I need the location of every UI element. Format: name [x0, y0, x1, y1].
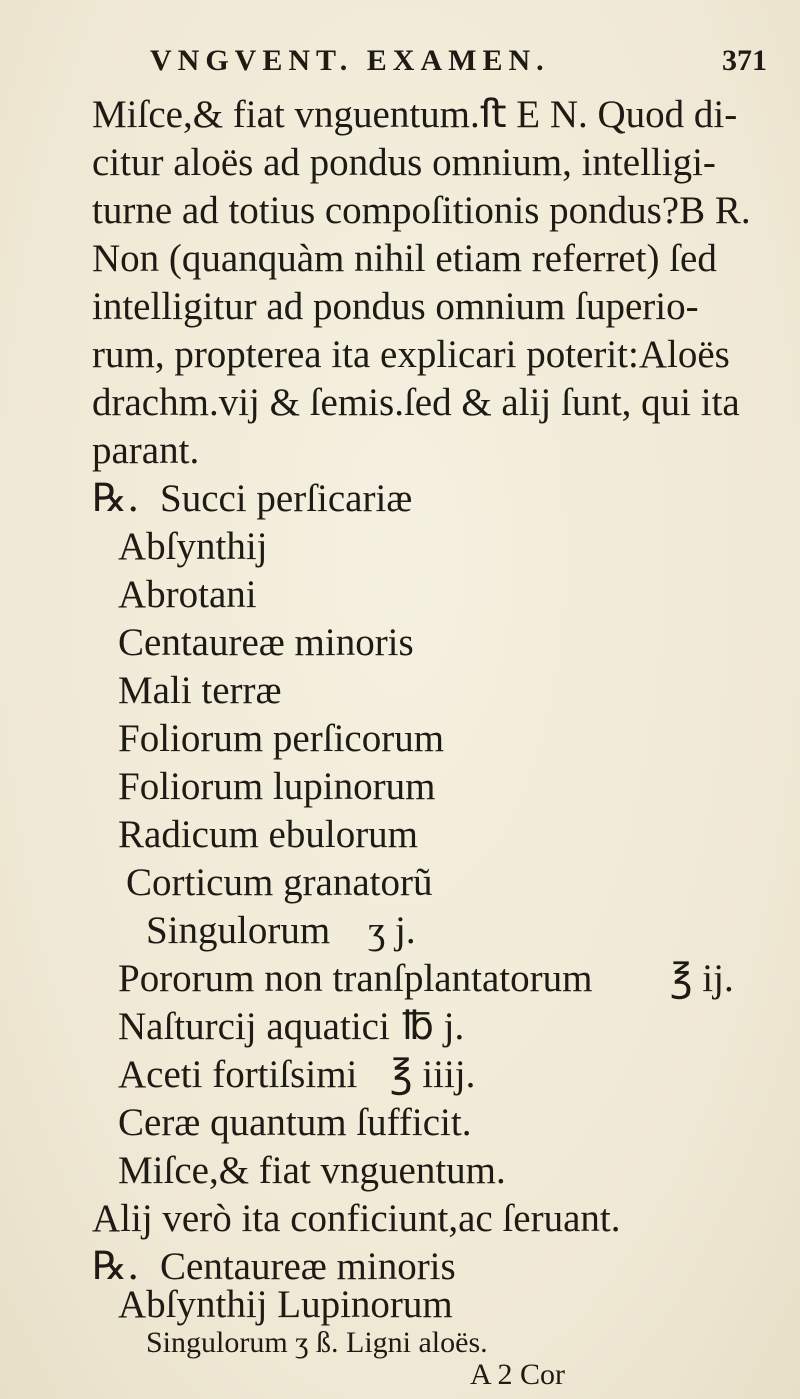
ingredient: Aceti fortiſsimi	[118, 1053, 358, 1096]
prose-line: Non (quanquàm nihil etiam referret) ſed	[92, 237, 717, 280]
ingredient: Abrotani	[118, 573, 257, 616]
prose-line: parant.	[92, 429, 200, 472]
dose-amount: ʒ j.	[368, 909, 416, 952]
ingredient: Foliorum lupinorum	[118, 765, 436, 808]
ingredient: Centaureæ minoris	[160, 1245, 456, 1288]
dose-amount: ℔ j.	[402, 1005, 465, 1048]
prose-line: Miſce,& fiat vnguentum.ﬅ E N. Quod di-	[92, 93, 738, 136]
ingredient: Abſynthij Lupinorum	[118, 1283, 453, 1326]
footer-signature: A 2 Cor	[470, 1358, 566, 1391]
ingredient: Ceræ quantum ſufficit.	[118, 1101, 472, 1144]
page-header	[0, 44, 800, 84]
ingredient: Naſturcij aquatici	[118, 1005, 390, 1048]
ingredient: Succi perſicariæ	[160, 477, 413, 520]
singulorum-label: Singulorum	[146, 909, 331, 952]
recipe-symbol: ℞.	[92, 476, 140, 521]
recipe-symbol: ℞.	[92, 1244, 140, 1289]
page-number: 371	[722, 44, 767, 77]
ingredient: Mali terræ	[118, 669, 282, 712]
dose-amount: ℥ iiij.	[390, 1053, 476, 1096]
prose-line: Alij verò ita conficiunt,ac ſeruant.	[92, 1197, 621, 1240]
dose-amount: ℥ ij.	[670, 957, 734, 1000]
ingredient: Centaureæ minoris	[118, 621, 414, 664]
recipe-close: Miſce,& fiat vnguentum.	[118, 1149, 506, 1192]
singulorum-label: Singulorum ʒ ß. Ligni aloës.	[146, 1326, 488, 1359]
prose-line: rum, propterea ita explicari poterit:Aloës	[92, 333, 730, 376]
prose-line: citur aloës ad pondus omnium, intelligi-	[92, 141, 716, 184]
ingredient: Foliorum perſicorum	[118, 717, 445, 760]
ingredient: Corticum granatorũ	[126, 861, 433, 904]
ingredient: Pororum non tranſplantatorum	[118, 957, 593, 1000]
prose-line: turne ad totius compoſitionis pondus?B R.	[92, 189, 751, 232]
ingredient: Radicum ebulorum	[118, 813, 419, 856]
prose-line: drachm.vij & ſemis.ſed & alij ſunt, qui ita	[92, 381, 740, 424]
ingredient: Abſynthij	[118, 525, 268, 568]
prose-line: intelligitur ad pondus omnium ſuperio-	[92, 285, 699, 328]
running-title: VNGVENT. EXAMEN.	[150, 44, 550, 77]
